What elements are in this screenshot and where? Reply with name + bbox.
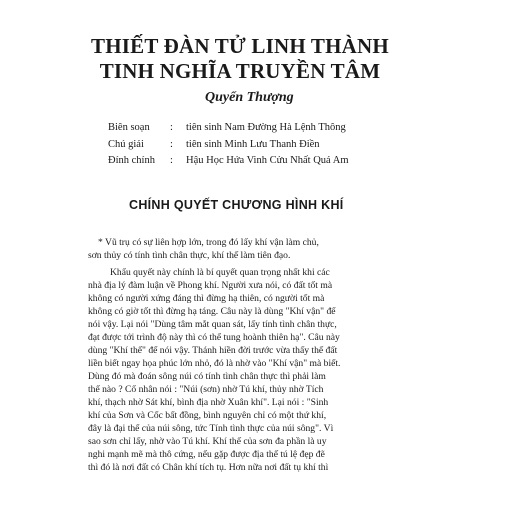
text-line: thì đó là nơi đất có Chân khí tích tụ. Hơn nữa nơi đất tụ khí thì bbox=[88, 462, 329, 473]
credit-value: tiên sinh Minh Lưu Thanh Điền bbox=[186, 139, 320, 150]
text-line: dùng "Khí thế" để nói vậy. Thánh hiền đời trước vừa thấy thế đất bbox=[88, 345, 338, 356]
credit-editor bbox=[108, 121, 346, 135]
text-line: khí, thạch nhờ Sát khí, bình địa nhờ Xuân khí". Lại nói : "Sinh bbox=[88, 397, 329, 408]
credit-label: Biên soạn bbox=[108, 122, 150, 133]
text-line: sơn thủy có tính tình chân thực, khí thế làm tiên đạo. bbox=[88, 250, 291, 261]
text-line: không có giờ tốt thì đừng hạ táng. Câu này là dùng "Khí vận" để bbox=[88, 306, 336, 317]
text-line: Dùng đó mà đoán sông núi có tính tình chân thực thì phải làm bbox=[88, 371, 326, 382]
text-line: nói vậy. Lại nói "Dùng tâm mắt quan sát, lấy tính tình chân thực, bbox=[88, 319, 337, 330]
credit-colon: : bbox=[170, 155, 173, 166]
text-line: sao sơn chỉ lấy, nhờ vào Tú khí. Khí thế của sơn đa phần là uy bbox=[88, 436, 327, 447]
volume-label: Quyển Thượng bbox=[205, 90, 294, 105]
text-line: nghi mạnh mẽ mà thô cứng, nếu gặp được địa thế tú lệ đẹp đẽ bbox=[88, 449, 325, 460]
credit-colon: : bbox=[170, 122, 173, 133]
text-line: không có người xứng đáng thì đừng hạ thiên, có người tốt mà bbox=[88, 293, 325, 304]
section-title: CHÍNH QUYẾT CHƯƠNG HÌNH KHÍ bbox=[129, 198, 344, 212]
credit-value: Hậu Học Hứa Vinh Cửu Nhất Quá Am bbox=[186, 155, 349, 166]
text-line: nhà địa lý đàm luận về Phong khí. Người xưa nói, có đất tốt mà bbox=[88, 280, 333, 291]
credit-colon: : bbox=[170, 139, 173, 150]
credit-annotator bbox=[108, 138, 320, 152]
text-line: đây là đại thể của núi sông, tức Tính tình thực của núi sông". Vì bbox=[88, 423, 334, 434]
text-line: * Vũ trụ có sự liên hợp lớn, trong đó lấy khí vận làm chủ, bbox=[98, 237, 319, 248]
title-line-2: TINH NGHĨA TRUYỀN TÂM bbox=[99, 59, 381, 83]
text-line: khí của Sơn và Cốc bất đồng, bình nguyên chỉ có một thứ khí, bbox=[88, 410, 327, 421]
paragraph-commentary bbox=[88, 266, 490, 474]
text-line: thế nào ? Cổ nhân nói : "Núi (sơn) nhờ Tú khí, thủy nhờ Tích bbox=[88, 384, 324, 395]
text-line: đạt được tới trình độ này thì có thể tung hoành thiên hạ". Câu này bbox=[88, 332, 340, 343]
credit-label: Đính chính bbox=[108, 155, 155, 166]
paragraph-quote bbox=[88, 236, 490, 262]
text-line: Khẩu quyết này chính là bí quyết quan trọng nhất khi các bbox=[110, 267, 330, 278]
credit-value: tiên sinh Nam Đường Hà Lệnh Thông bbox=[186, 122, 346, 133]
text-line: liền biết ngay họa phúc lớn nhỏ, đó là nhờ vào "Khí vận" mà biết. bbox=[88, 358, 341, 369]
title-line-1: THIẾT ĐÀN TỬ LINH THÀNH bbox=[91, 34, 389, 58]
credit-corrector bbox=[108, 154, 349, 168]
credit-label: Chú giải bbox=[108, 139, 144, 150]
